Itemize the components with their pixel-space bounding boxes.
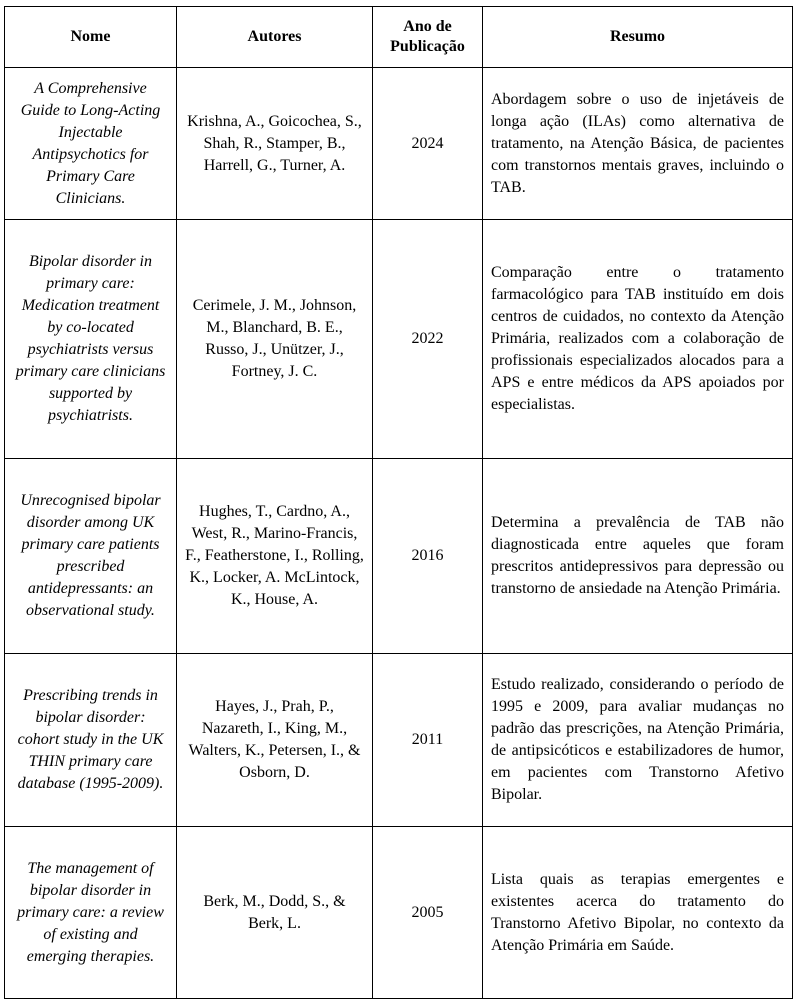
references-table	[4, 6, 793, 999]
cell-autores: Hughes, T., Cardno, A., West, R., Marino-Francis, F., Featherstone, I., Rolling, K., Locker, A. McLintock, K., House, A.	[177, 459, 373, 654]
cell-resumo: Abordagem sobre o uso de injetáveis de longa ação (ILAs) como alternativa de tratamento, na Atenção Básica, de pacientes com transtornos mentais graves, incluindo o TAB.	[483, 68, 793, 220]
cell-ano: 2005	[373, 827, 483, 999]
cell-nome: Prescribing trends in bipolar disorder: cohort study in the UK THIN primary care database (1995-2009).	[5, 654, 177, 827]
cell-nome: Bipolar disorder in primary care: Medication treatment by co-located psychiatrists versus primary care clinicians supported by psychiatrists.	[5, 220, 177, 459]
cell-ano: 2022	[373, 220, 483, 459]
table-row	[5, 827, 793, 999]
table-row	[5, 654, 793, 827]
cell-resumo: Lista quais as terapias emergentes e existentes acerca do tratamento do Transtorno Afetivo Bipolar, no contexto da Atenção Primária em Saúde.	[483, 827, 793, 999]
cell-ano: 2011	[373, 654, 483, 827]
header-resumo: Resumo	[483, 7, 793, 68]
cell-resumo: Comparação entre o tratamento farmacológico para TAB instituído em dois centros de cuidados, no contexto da Atenção Primária, realizados com a colaboração de profissionais especializados alocados para a APS e entre médicos da APS apoiados por especialistas.	[483, 220, 793, 459]
table-row	[5, 220, 793, 459]
cell-ano: 2024	[373, 68, 483, 220]
cell-ano: 2016	[373, 459, 483, 654]
cell-resumo: Estudo realizado, considerando o período de 1995 e 2009, para avaliar mudanças no padrão das prescrições, na Atenção Primária, de antipsicóticos e estabilizadores de humor, em pacientes com Transtorno Afetivo Bipolar.	[483, 654, 793, 827]
header-autores: Autores	[177, 7, 373, 68]
header-ano: Ano de Publicação	[373, 7, 483, 68]
table-row	[5, 459, 793, 654]
table-row	[5, 68, 793, 220]
cell-nome: A Comprehensive Guide to Long-Acting Injectable Antipsychotics for Primary Care Clinicians.	[5, 68, 177, 220]
cell-resumo: Determina a prevalência de TAB não diagnosticada entre aqueles que foram prescritos antidepressivos para depressão ou transtorno de ansiedade na Atenção Primária.	[483, 459, 793, 654]
cell-autores: Cerimele, J. M., Johnson, M., Blanchard, B. E., Russo, J., Unützer, J., Fortney, J. C.	[177, 220, 373, 459]
cell-autores: Berk, M., Dodd, S., & Berk, L.	[177, 827, 373, 999]
header-nome: Nome	[5, 7, 177, 68]
cell-autores: Krishna, A., Goicochea, S., Shah, R., Stamper, B., Harrell, G., Turner, A.	[177, 68, 373, 220]
cell-nome: Unrecognised bipolar disorder among UK primary care patients prescribed antidepressants: an observational study.	[5, 459, 177, 654]
cell-nome: The management of bipolar disorder in primary care: a review of existing and emerging therapies.	[5, 827, 177, 999]
cell-autores: Hayes, J., Prah, P., Nazareth, I., King, M., Walters, K., Petersen, I., & Osborn, D.	[177, 654, 373, 827]
table-header-row	[5, 7, 793, 68]
